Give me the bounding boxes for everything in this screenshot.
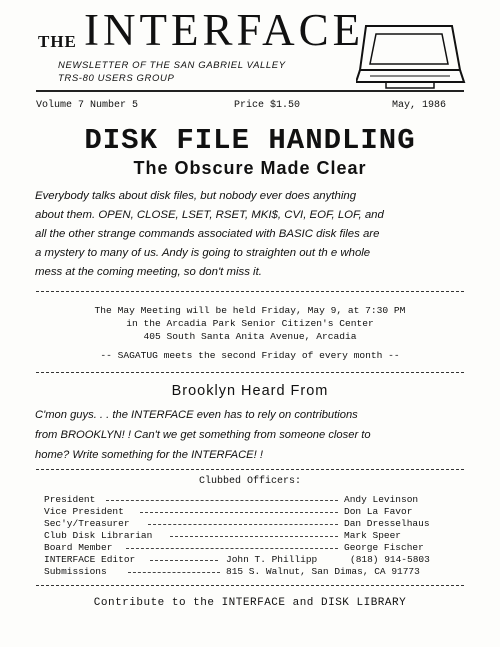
officers-heading: Clubbed Officers: xyxy=(198,476,302,487)
masthead-subtitle-2: TRS-80 USERS GROUP xyxy=(58,73,175,84)
officer-name: George Fischer xyxy=(344,542,424,553)
officer-name: Dan Dresselhaus xyxy=(344,518,430,529)
article-line-2: about them. OPEN, CLOSE, LSET, RSET, MKI$, CVI, EOF, LOF, and xyxy=(35,209,384,221)
meeting-line-3: 405 South Santa Anita Avenue, Arcadia xyxy=(143,331,357,342)
divider-1 xyxy=(36,291,464,292)
leader-dashes xyxy=(140,512,338,513)
masthead-the: THE xyxy=(38,32,77,51)
meeting-line-1: The May Meeting will be held Friday, May 9, at 7:30 PM xyxy=(94,305,406,316)
article-line-3: all the other strange commands associated with BASIC disk files are xyxy=(35,228,380,240)
computer-terminal-icon xyxy=(356,18,466,96)
leader-dashes xyxy=(170,536,338,537)
submissions-row xyxy=(44,566,464,578)
article-line-4: a mystery to many of us. Andy is going to straighten out th e whole xyxy=(35,247,371,259)
editor-role: INTERFACE Editor xyxy=(44,554,136,565)
officer-role: Board Member xyxy=(44,542,113,553)
brooklyn-line-2: from BROOKLYN! ! Can't we get something from someone closer to xyxy=(35,429,371,441)
divider-4 xyxy=(36,585,464,586)
officer-name: Don La Favor xyxy=(344,506,413,517)
officer-name: Andy Levinson xyxy=(344,494,419,505)
officer-row xyxy=(44,494,464,506)
issue-volume: Volume 7 Number 5 xyxy=(36,100,139,111)
officer-name: Mark Speer xyxy=(344,530,402,541)
leader-dashes xyxy=(106,500,338,501)
brooklyn-line-1: C'mon guys. . . the INTERFACE even has to rely on contributions xyxy=(35,409,358,421)
brooklyn-line-3: home? Write something for the INTERFACE! ! xyxy=(35,449,263,461)
editor-name: John T. Phillipp xyxy=(226,554,318,565)
officer-row xyxy=(44,518,464,530)
leader-dashes xyxy=(126,548,338,549)
footer-text: Contribute to the INTERFACE and DISK LIBRARY xyxy=(93,597,407,609)
divider-3 xyxy=(36,469,464,470)
officer-row xyxy=(44,542,464,554)
header-rule xyxy=(36,90,464,92)
article-line-1: Everybody talks about disk files, but nobody ever does anything xyxy=(35,190,357,202)
article-headline: DISK FILE HANDLING xyxy=(84,124,416,157)
masthead-subtitle-1: NEWSLETTER OF THE SAN GABRIEL VALLEY xyxy=(58,60,286,71)
issue-price: Price $1.50 xyxy=(234,100,301,111)
meeting-line-2: in the Arcadia Park Senior Citizen's Center xyxy=(126,318,374,329)
divider-2 xyxy=(36,372,464,373)
submissions-role: Submissions xyxy=(44,566,107,577)
issue-date: May, 1986 xyxy=(392,100,447,111)
article-line-5: mess at the coming meeting, so don't miss it. xyxy=(35,266,262,278)
leader-dashes xyxy=(128,572,220,573)
editor-row xyxy=(44,554,464,566)
leader-dashes xyxy=(148,524,338,525)
officer-role: President xyxy=(44,494,96,505)
officer-role: Sec'y/Treasurer xyxy=(44,518,130,529)
meeting-line-4: -- SAGATUG meets the second Friday of every month -- xyxy=(100,350,400,361)
article-subhead: The Obscure Made Clear xyxy=(133,158,367,178)
editor-phone: (818) 914-5803 xyxy=(350,554,430,565)
officer-row xyxy=(44,506,464,518)
officer-role: Club Disk Librarian xyxy=(44,530,153,541)
leader-dashes xyxy=(150,560,218,561)
officer-row xyxy=(44,530,464,542)
submissions-address: 815 S. Walnut, San Dimas, CA 91773 xyxy=(226,566,420,577)
officer-role: Vice President xyxy=(44,506,124,517)
brooklyn-heading: Brooklyn Heard From xyxy=(171,383,329,399)
masthead-title: INTERFACE xyxy=(84,5,365,55)
